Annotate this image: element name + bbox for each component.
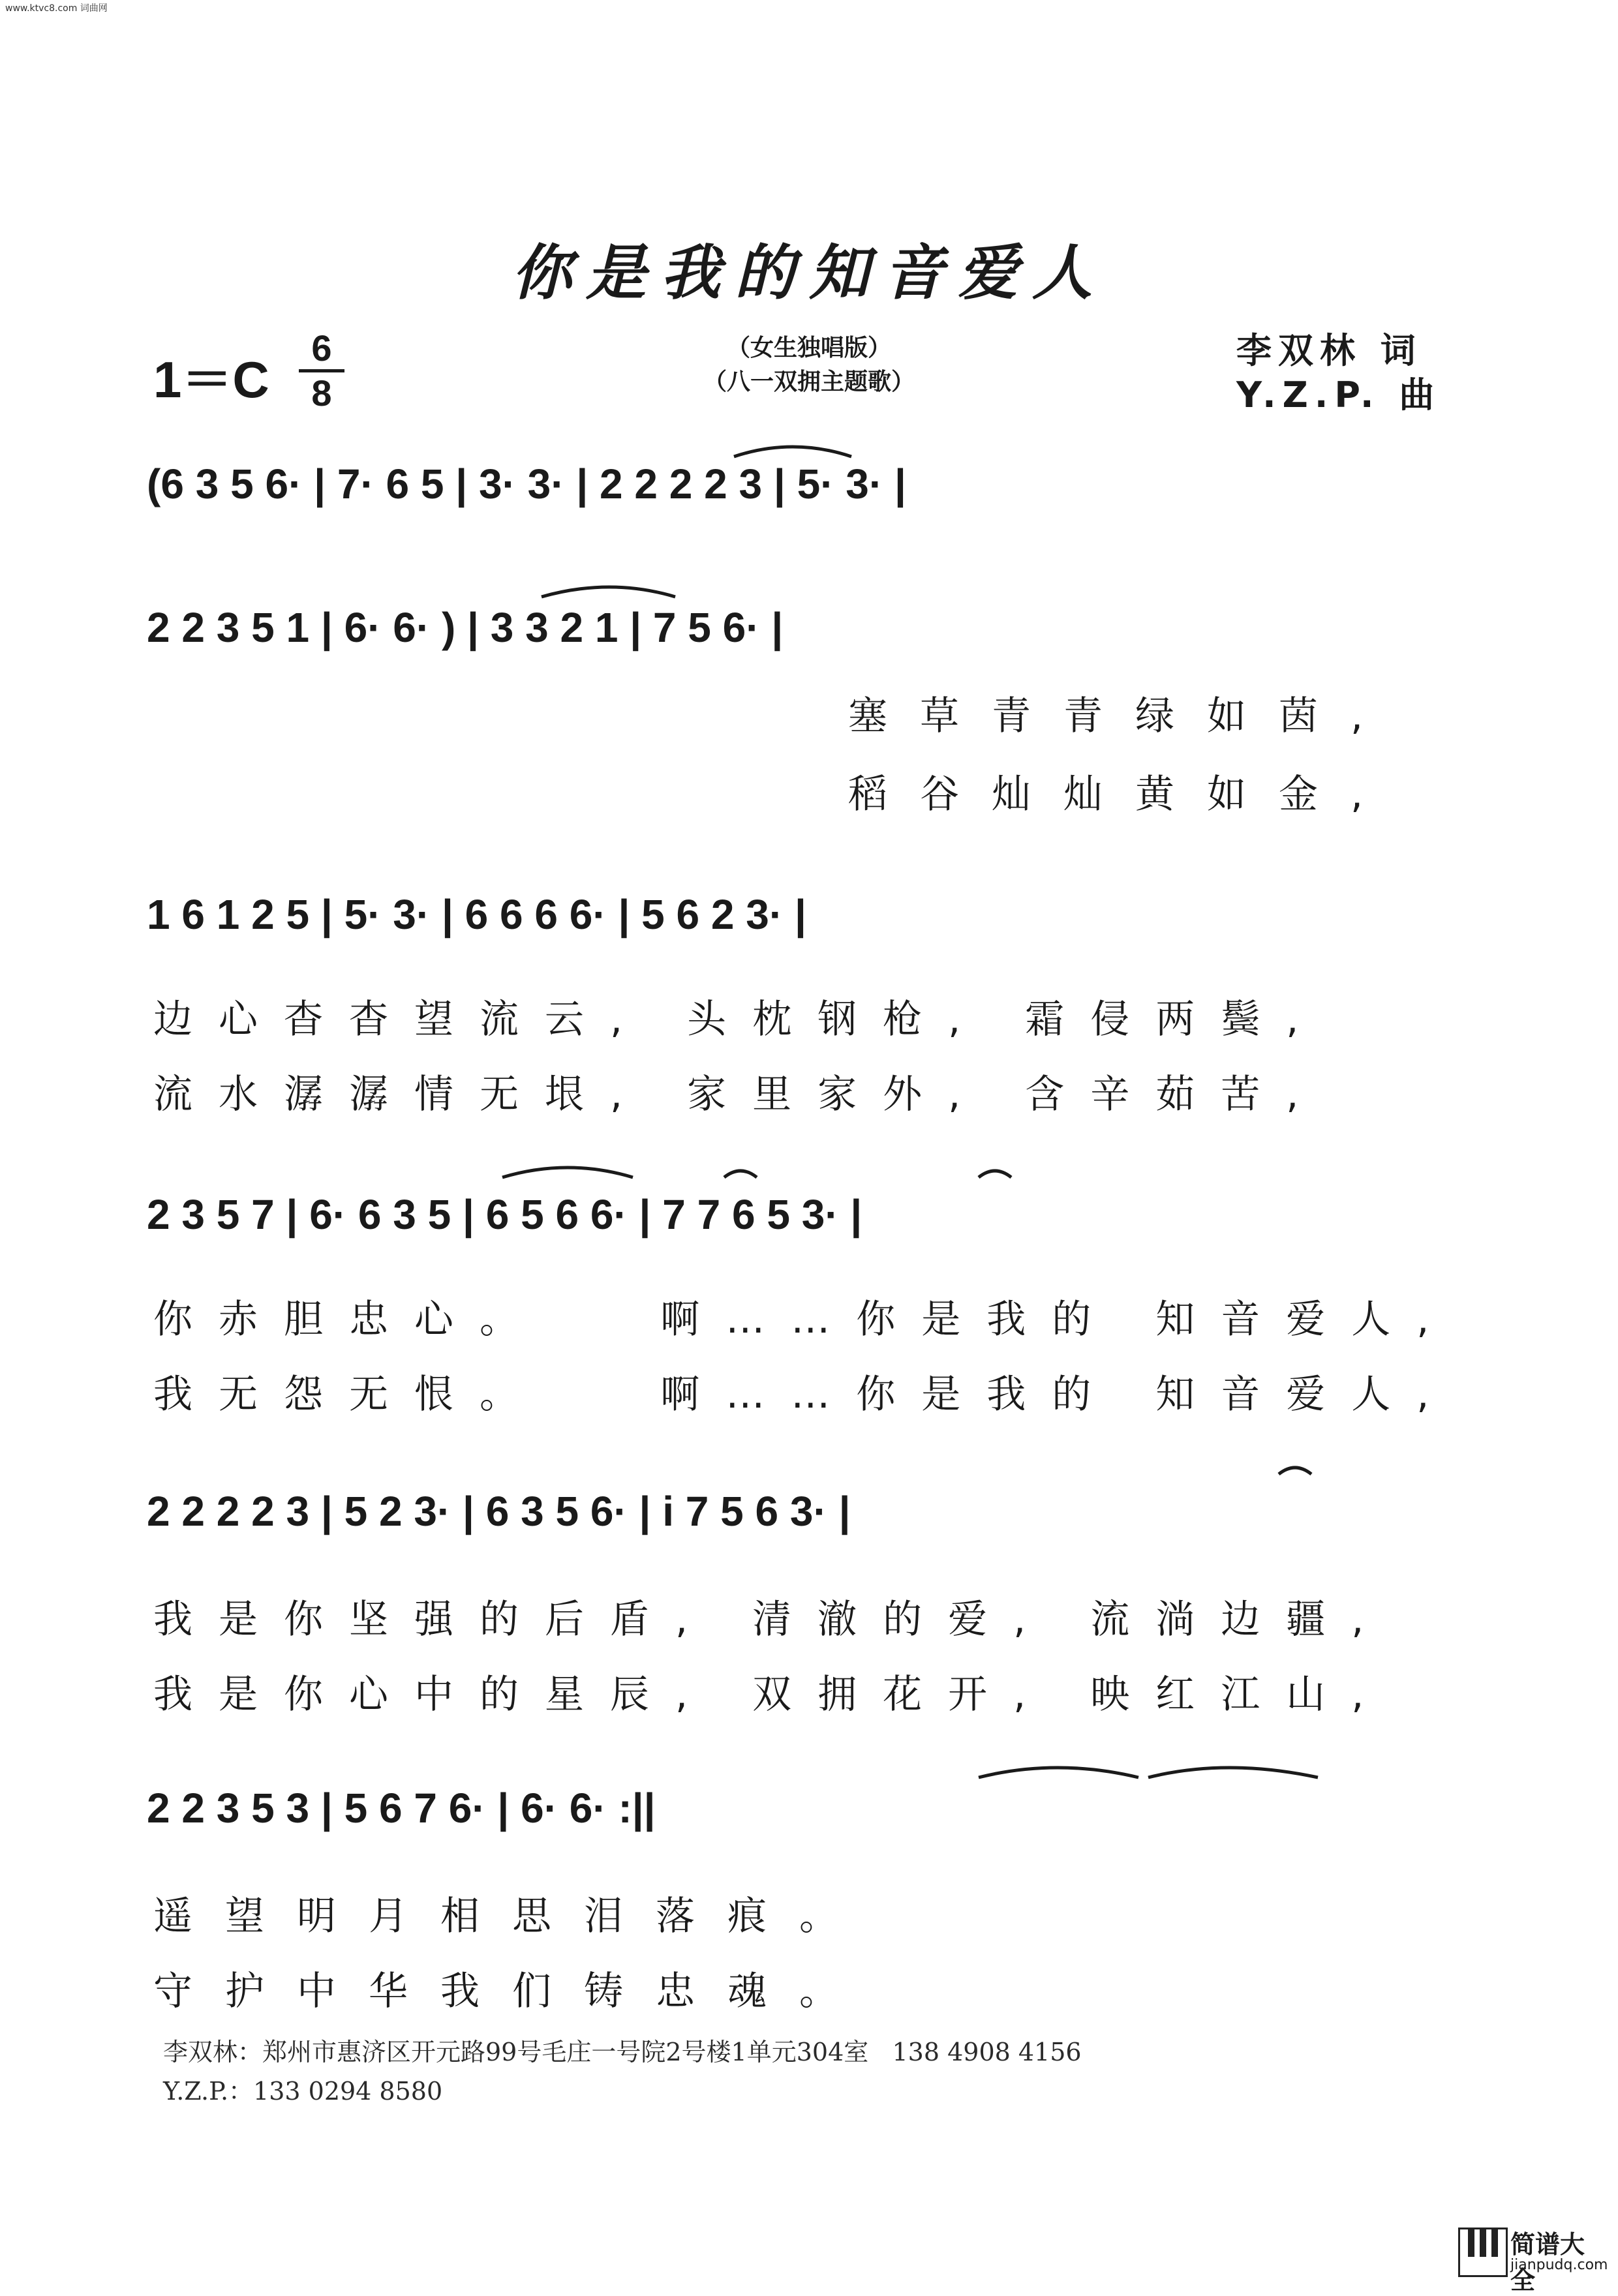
- lyric-2a: 边心杳杳望流云, 头枕钢枪, 霜侵两鬓,: [153, 997, 1325, 1042]
- time-top: 6: [311, 327, 332, 369]
- lyric-1a: 塞草青青绿如茵,: [848, 693, 1396, 739]
- watermark-text: www.ktvc8.com 词曲网: [5, 3, 108, 14]
- lyric-2b: 流水潺潺情无垠, 家里家外, 含辛茹苦,: [153, 1072, 1325, 1117]
- composer-credit: Y.Z.P. 曲: [1236, 374, 1441, 415]
- lyric-3a: 你赤胆忠心。 啊……你是我的 知音爱人,: [153, 1297, 1456, 1342]
- lyric-4b: 我是你心中的星辰, 双拥花开, 映红江山,: [153, 1672, 1390, 1717]
- time-bottom: 8: [311, 372, 332, 414]
- subtitle-theme: （八一双拥主题歌）: [703, 369, 915, 395]
- song-title: 你是我的知音爱人: [511, 237, 1107, 308]
- lyricist-credit: 李双林 词: [1236, 330, 1422, 371]
- staff-line-1: (6 3 5 6· | 7· 6 5 | 3· 3· | 2 2 2 2 3 | 5· 3· |: [147, 461, 906, 507]
- lyric-5b: 守护中华我们铸忠魂。: [153, 1969, 871, 2014]
- lyric-5a: 遥望明月相思泪落痕。: [153, 1894, 871, 1939]
- lyric-4a: 我是你坚强的后盾, 清澈的爱, 流淌边疆,: [153, 1597, 1390, 1642]
- key-signature: 1＝C: [153, 351, 269, 408]
- contact-composer: Y.Z.P.：133 0294 8580: [163, 2077, 443, 2106]
- lyric-3b: 我无怨无恨。 啊……你是我的 知音爱人,: [153, 1372, 1456, 1417]
- subtitle-solo: （女生独唱版）: [726, 335, 891, 361]
- staff-line-2: 2 2 3 5 1 | 6· 6· ) | 3 3 2 1 | 7 5 6· |: [147, 604, 784, 651]
- logo-name: 简谱大全: [1510, 2230, 1585, 2295]
- logo-url: jianpudq.com: [1510, 2257, 1608, 2273]
- staff-line-5: 2 2 2 2 3 | 5 2 3· | 6 3 5 6· | i 7 5 6 3· |: [147, 1488, 851, 1535]
- lyric-1b: 稻谷灿灿黄如金,: [848, 772, 1396, 817]
- staff-line-3: 1 6 1 2 5 | 5· 3· | 6 6 6 6· | 5 6 2 3· |: [147, 891, 806, 938]
- contact-lyricist: 李双林：郑州市惠济区开元路99号毛庄一号院2号楼1单元304室 138 4908 4156: [163, 2038, 1082, 2066]
- staff-line-4: 2 3 5 7 | 6· 6 3 5 | 6 5 6 6· | 7 7 6 5 3· |: [147, 1191, 862, 1238]
- staff-line-6: 2 2 3 5 3 | 5 6 7 6· | 6· 6· :||: [147, 1785, 656, 1832]
- piano-icon: [1458, 2228, 1508, 2277]
- site-logo: [1458, 2224, 1608, 2295]
